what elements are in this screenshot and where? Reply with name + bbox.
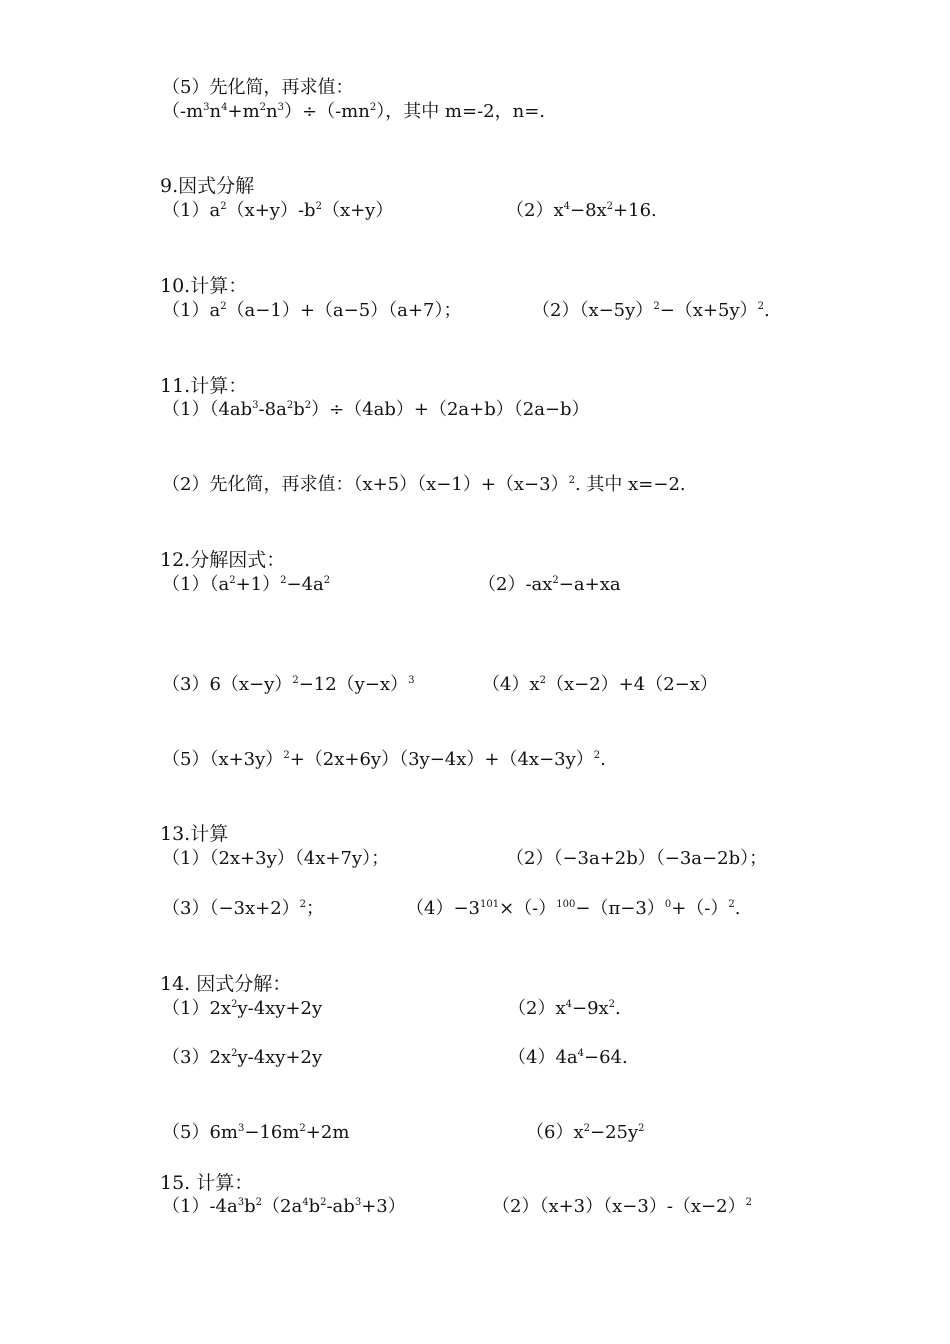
q12-problem-3: $(3)6(x-y)^2-12(y-x)^3$ <box>162 674 415 695</box>
q13-title: 13.计算 <box>160 823 229 845</box>
q14-title: 14. 因式分解： <box>160 973 292 995</box>
q12-title: 12.分解因式： <box>160 549 286 571</box>
q14-problem-6: $(6)x^2-25y^2$ <box>526 1122 645 1143</box>
q15-title: 15. 计算： <box>160 1172 254 1194</box>
q13-problem-3: $(3)(-3x+2)^2$； <box>162 898 325 919</box>
q10-problem-2: $(2)(x-5y)^2-(x+5y)^2$. <box>532 300 770 321</box>
q11-problem-2: （2）先化简，再求值：$(x+5)(x-1)+(x-3)^2$. 其中 x=−2. <box>162 474 686 495</box>
q13-problem-1: （1）（2x+3y）（4x+7y）； <box>162 848 390 869</box>
q11-problem-1: $(1)(4ab^3-8a^2b^2)\div(4ab)+(2a+b)(2a-b)$ <box>162 399 590 420</box>
q13-problem-2: （2）（−3a+2b）（−3a−2b）； <box>506 848 768 869</box>
q15-problem-2: $(2)(x+3)(x-3)-(x-2)^2$ <box>492 1196 752 1217</box>
q12-problem-2: $(2)-ax^2-a+xa$ <box>478 574 621 595</box>
q14-problem-3: $(3)2x^2y-4xy+2y$ <box>162 1047 323 1068</box>
q14-problem-4: $(4)4a^4-64$. <box>508 1047 628 1068</box>
q12-problem-1: $(1)(a^2+1)^2-4a^2$ <box>162 574 331 595</box>
q11-title: 11.计算： <box>160 375 248 397</box>
q14-problem-5: $(5)6m^3-16m^2+2m$ <box>162 1122 350 1143</box>
q9-problem-1: $(1)a^2(x+y)-b^2(x+y)$ <box>162 200 394 221</box>
q9-problem-2: $(2)x^4-8x^2+16$. <box>506 200 657 221</box>
q9-title: 9.因式分解 <box>160 175 255 197</box>
q10-problem-1: $(1)a^2(a-1)+(a-5)(a+7)$； <box>162 300 462 321</box>
q14-problem-2: $(2)x^4-9x^2$. <box>508 998 621 1019</box>
q13-problem-4: $(4)-3^{101}\times(-)^{100}-(\pi-3)^0+(-)^2$. <box>406 898 741 919</box>
q12-problem-5: $(5)(x+3y)^2+(2x+6y)(3y-4x)+(4x-3y)^2$. <box>162 749 606 770</box>
q10-title: 10.计算： <box>160 275 248 297</box>
q14-problem-1: $(1)2x^2y-4xy+2y$ <box>162 998 323 1019</box>
q8-item5-title: （5）先化简，再求值： <box>162 77 354 98</box>
q12-problem-4: $(4)x^2(x-2)+4(2-x)$ <box>482 674 718 695</box>
q15-problem-1: $(1)-4a^3b^2(2a^4b^2-ab^3+3)$ <box>162 1196 406 1217</box>
q8-item5-expression: $(-m^3n^4+m^2n^3)\div(-mn^2)$，其中 m=-2，n=. <box>162 101 546 122</box>
